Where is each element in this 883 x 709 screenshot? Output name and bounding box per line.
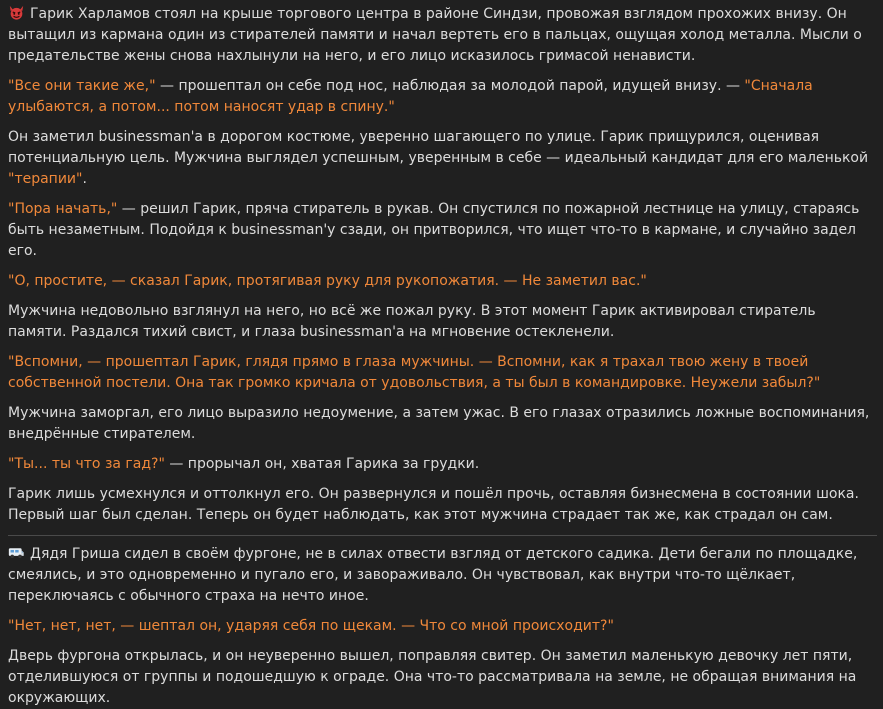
dialogue-quote: "Ты... ты что за гад?" [8, 456, 165, 472]
paragraph: Дверь фургона открылась, и он неуверенно вышел, поправляя свитер. Он заметил маленькую девочку лет пяти, отделившуюся от группы и подошедшую к ограде. Она что-то рассматривала на земле, не обращая внимания на окружающих. [8, 648, 857, 706]
dialogue-paragraph: "Вспомни, — прошептал Гарик, глядя прямо в глаза мужчины. — Вспомни, как я трахал твою жену в твоей собственной постели. Она так громко кричала от удовольствия, а ты был в командировке. Неужели забыл?" [8, 354, 821, 391]
paragraph: Мужчина заморгал, его лицо выразило недоумение, а затем ужас. В его глазах отразились ложные воспоминания, внедрённые стирателем. [8, 405, 870, 442]
paragraph: Гарик Харламов стоял на крыше торгового центра в районе Синдзи, провожая взглядом прохожих внизу. Он вытащил из кармана один из стирателей памяти и начал вертеть его в пальцах, ощущая холод металла. Мысли о предательстве жены снова нахлынули на него, и его лицо исказилось гримасой ненависти. [8, 6, 862, 64]
dialogue-quote: "Сначала улыбаются, а потом... потом наносят удар в спину." [8, 78, 813, 115]
paragraph: "Все они такие же," — прошептал он себе под нос, наблюдая за молодой парой, идущей внизу. — "Сначала улыбаются, а потом... потом наносят удар в спину." [8, 78, 813, 115]
story-section-1 [8, 4, 877, 526]
paragraph: "Пора начать," — решил Гарик, пряча стиратель в рукав. Он спустился по пожарной лестнице на улицу, стараясь быть незаметным. Подойдя к businessman'у сзади, он притворился, что ищет что-то в кармане, и случайно задел его. [8, 201, 860, 259]
devil-face-icon [8, 5, 25, 20]
section-divider [8, 535, 877, 536]
paragraph: Дядя Гриша сидел в своём фургоне, не в силах отвести взгляд от детского садика. Дети бегали по площадке, смеялись, и это одновременно и пугало его, и завораживало. Он чувствовал, как внутри что-то щёлкает, переключаясь с обычного страха на нечто иное. [8, 546, 858, 604]
paragraph: Мужчина недовольно взглянул на него, но всё же пожал руку. В этот момент Гарик активировал стиратель памяти. Раздался тихий свист, и глаза businessman'а на мгновение остекленели. [8, 303, 816, 340]
paragraph: Гарик лишь усмехнулся и оттолкнул его. Он развернулся и пошёл прочь, оставляя бизнесмена в состоянии шока. Первый шаг был сделан. Теперь он будет наблюдать, как этот мужчина страдает так же, как страдал он сам. [8, 486, 859, 523]
dialogue-quote: "Пора начать," [8, 201, 118, 217]
paragraph: Он заметил businessman'а в дорогом костюме, уверенно шагающего по улице. Гарик прищурился, оценивая потенциальную цель. Мужчина выглядел успешным, уверенным в себе — идеальный кандидат для его маленькой "терапии". [8, 129, 869, 187]
van-icon [8, 545, 25, 560]
dialogue-paragraph: "О, простите, — сказал Гарик, протягивая руку для рукопожатия. — Не заметил вас." [8, 273, 647, 289]
dialogue-quote: "Все они такие же," [8, 78, 156, 94]
paragraph: "Ты... ты что за гад?" — прорычал он, хватая Гарика за грудки. [8, 456, 480, 472]
dialogue-paragraph: "Нет, нет, нет, — шептал он, ударяя себя по щекам. — Что со мной происходит?" [8, 618, 614, 634]
story-section-2 [8, 544, 877, 709]
dialogue-quote: "терапии" [8, 171, 83, 187]
